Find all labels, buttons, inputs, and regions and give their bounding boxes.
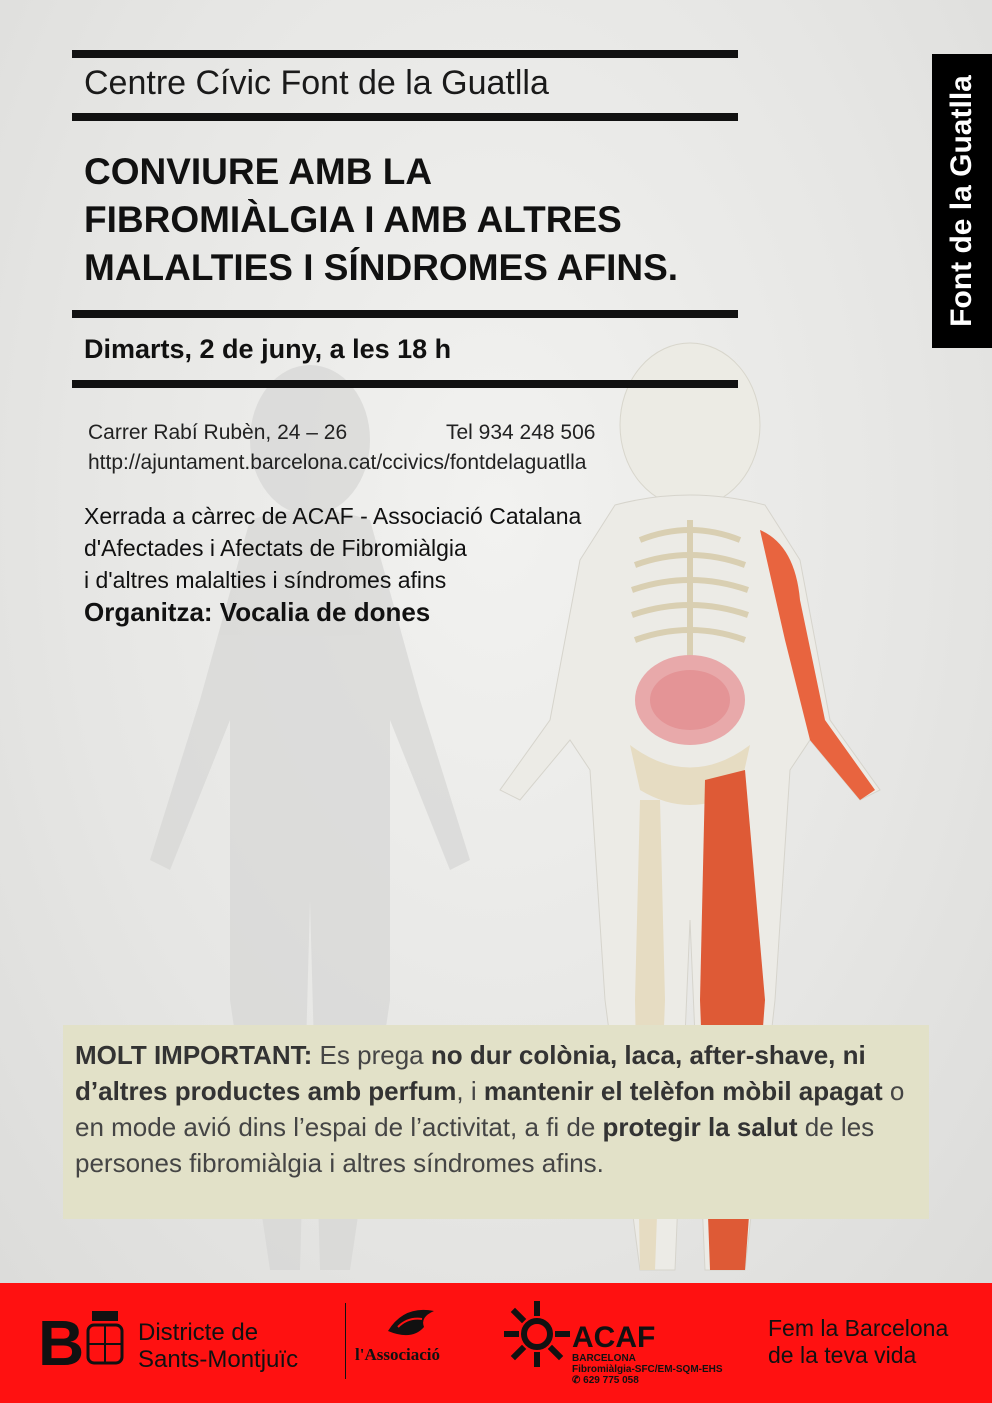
acaf-details	[572, 1353, 723, 1386]
acaf-name: ACAF	[572, 1321, 656, 1354]
notice-text: de les persones fibromiàlgia i altres síndromes afins.	[75, 1112, 875, 1178]
website-link[interactable]: http://ajuntament.barcelona.cat/ccivics/fontdelaguatlla	[88, 451, 587, 474]
sun-logo-icon	[504, 1301, 570, 1367]
footer-divider	[345, 1303, 346, 1379]
phone: Tel 934 248 506	[446, 421, 596, 444]
rule-under-centre	[72, 113, 738, 121]
event-date: Dimarts, 2 de juny, a les 18 h	[84, 334, 452, 364]
top-rule	[72, 50, 738, 58]
svg-text:B: B	[38, 1307, 85, 1375]
association-logo-text: l'Associació	[355, 1345, 440, 1364]
footer-bar	[0, 1283, 992, 1403]
contact-block	[88, 418, 596, 478]
notice-emphasis: protegir la salut	[602, 1112, 798, 1142]
rule-under-date	[72, 380, 738, 388]
notice-text: , i	[456, 1076, 484, 1106]
notice-text: Es prega	[312, 1040, 431, 1070]
talk-line: d'Afectades i Afectats de Fibromiàlgia	[84, 535, 467, 561]
acaf-city: BARCELONA	[572, 1353, 636, 1364]
headline-line: CONVIURE AMB LA	[84, 151, 433, 192]
address: Carrer Rabí Rubèn, 24 – 26	[88, 421, 348, 444]
acaf-phone-number: 629 775 058	[583, 1375, 639, 1386]
rule-under-headline	[72, 310, 738, 318]
side-tab-label: Font de la Guatlla	[945, 75, 978, 327]
barcelona-logo-icon	[38, 1303, 130, 1375]
notice-text: o en mode avió dins l’espai de l’activitat, a fi de	[75, 1076, 905, 1142]
acaf-tagline: Fibromiàlgia-SFC/EM-SQM-EHS	[572, 1364, 723, 1375]
talk-info	[84, 500, 704, 628]
notice-heading: MOLT IMPORTANT:	[75, 1040, 313, 1070]
headline-line: MALALTIES I SÍNDROMES AFINS.	[84, 247, 679, 288]
phone-icon: ✆	[572, 1375, 584, 1386]
district-line: Districte de	[138, 1319, 259, 1346]
talk-line: Xerrada a càrrec de ACAF - Associació Catalana	[84, 503, 582, 529]
talk-line: i d'altres malalties i síndromes afins	[84, 567, 447, 593]
centre-name: Centre Cívic Font de la Guatlla	[84, 64, 549, 102]
notice-emphasis: no dur colònia, laca, after-shave, ni d’altres productes amb perfum	[75, 1040, 866, 1106]
city-slogan	[768, 1315, 948, 1369]
district-line: Sants-Montjuïc	[138, 1346, 299, 1373]
slogan-line: Fem la Barcelona	[768, 1315, 949, 1341]
headline-line: FIBROMIÀLGIA I AMB ALTRES	[84, 199, 622, 240]
slogan-line: de la teva vida	[768, 1342, 917, 1368]
side-tab	[932, 54, 992, 348]
acaf-phone	[572, 1375, 723, 1386]
organizer: Organitza: Vocalia de dones	[84, 597, 431, 627]
notice-emphasis: mantenir el telèfon mòbil apagat	[483, 1076, 883, 1106]
bird-logo-icon	[384, 1301, 440, 1345]
important-notice	[63, 1025, 929, 1219]
event-headline	[84, 148, 744, 292]
district-name	[138, 1319, 298, 1373]
